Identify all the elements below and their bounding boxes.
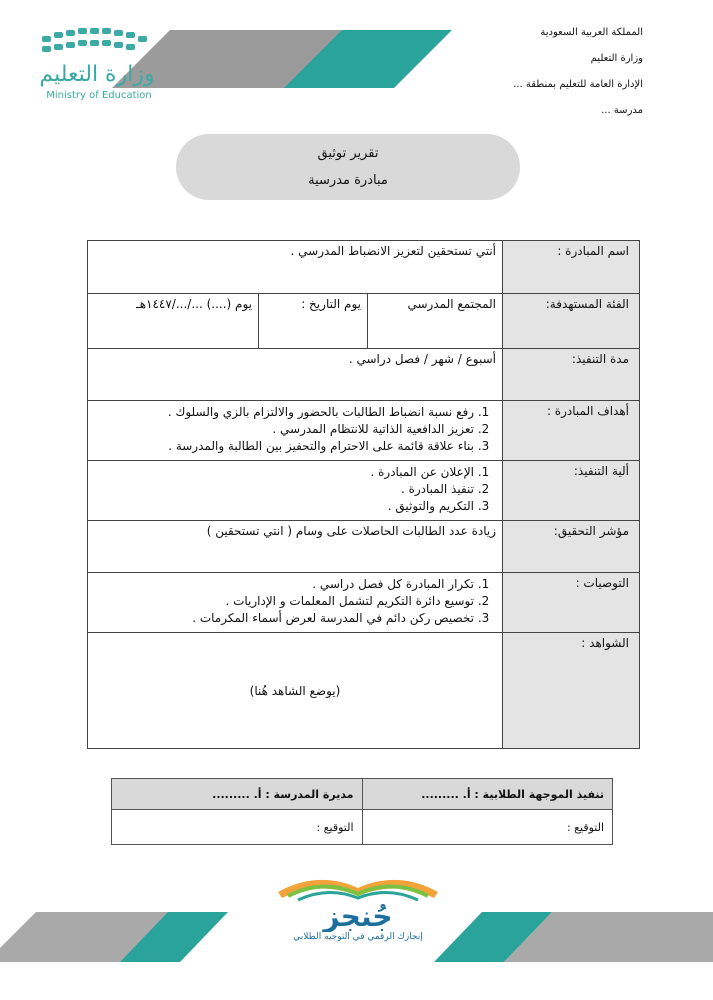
report-title: تقرير توثيق (317, 146, 379, 161)
logo-english-text: Ministry of Education (46, 90, 152, 101)
duration-value: أسبوع / شهر / فصل دراسي . (88, 349, 503, 401)
table-row (112, 810, 613, 845)
header-text-block (443, 20, 643, 124)
date-label: يوم التاريخ : (259, 294, 368, 349)
list-item: 2. توسيع دائرة التكريم لتشمل المعلمات و الإداريات . (94, 593, 474, 610)
logo-arabic-text: وزارة التعليم (39, 62, 155, 87)
table-row (88, 633, 640, 749)
brand-name: جُنجز (323, 900, 393, 932)
header-line: الإدارة العامة للتعليم بمنطقة ... (513, 79, 643, 90)
duration-label: مدة التنفيذ: (503, 349, 640, 401)
logo-dots-icon (38, 22, 168, 62)
header-line: مدرسة ... (601, 105, 643, 116)
ministry-logo (38, 22, 168, 102)
list-item: 1. تكرار المبادرة كل فصل دراسي . (94, 576, 474, 593)
table-row (88, 521, 640, 573)
initiative-table (87, 240, 640, 749)
report-subtitle: مبادرة مدرسية (308, 173, 388, 188)
table-row (88, 573, 640, 633)
list-item: 2. تنفيذ المبادرة . (94, 481, 474, 498)
table-row (112, 779, 613, 810)
list-item: 3. بناء علاقة قائمة على الاحترام والتحفيز بين الطالبة والمدرسة . (94, 438, 474, 455)
table-row (88, 461, 640, 521)
header-line: المملكة العربية السعودية (540, 27, 643, 38)
principal-label: مديرة المدرسة : أ. ......... (112, 779, 363, 810)
list-item: 2. تعزيز الدافعية الذاتية للانتظام المدرسي . (94, 421, 474, 438)
name-value: أنتي تستحقين لتعزيز الانضباط المدرسي . (88, 241, 503, 294)
goals-label: أهداف المبادرة : (503, 401, 640, 461)
evidence-label: الشواهد : (503, 633, 640, 749)
recommendations-list (94, 576, 496, 627)
principal-signature: التوقيع : (112, 810, 363, 845)
list-item: 3. التكريم والتوثيق . (94, 498, 474, 515)
executor-signature: التوقيع : (362, 810, 613, 845)
indicator-label: مؤشر التحقيق: (503, 521, 640, 573)
table-row (88, 401, 640, 461)
mechanism-list (94, 464, 496, 515)
executor-label: تنفيذ الموجهة الطلابية : أ. ......... (362, 779, 613, 810)
table-row (88, 241, 640, 294)
date-value: يوم (....) .../.../١٤٤٧هـ (88, 294, 259, 349)
list-item: 3. تخصيص ركن دائم في المدرسة لعرض أسماء المكرمات . (94, 610, 474, 627)
signatures-table (111, 778, 613, 845)
recommendations-label: التوصيات : (503, 573, 640, 633)
target-value: المجتمع المدرسي (368, 294, 503, 349)
indicator-value: زيادة عدد الطالبات الحاصلات على وسام ( انتي تستحقين ) (88, 521, 503, 573)
name-label: اسم المبادرة : (503, 241, 640, 294)
brand-logo (258, 870, 458, 950)
brand-tagline: إنجازك الرقمي في التوجيه الطلابي (293, 932, 423, 942)
mechanism-label: ألية التنفيذ: (503, 461, 640, 521)
goals-list (94, 404, 496, 455)
title-pill (176, 134, 520, 200)
list-item: 1. رفع نسبة انضباط الطالبات بالحضور والالتزام بالزي والسلوك . (94, 404, 474, 421)
table-row (88, 294, 640, 349)
list-item: 1. الإعلان عن المبادرة . (94, 464, 474, 481)
book-icon (258, 870, 458, 932)
table-row (88, 349, 640, 401)
target-label: الفئة المستهدفة: (503, 294, 640, 349)
header-line: وزارة التعليم (590, 53, 643, 64)
evidence-placeholder: (يوضع الشاهد هُنا) (88, 633, 503, 749)
